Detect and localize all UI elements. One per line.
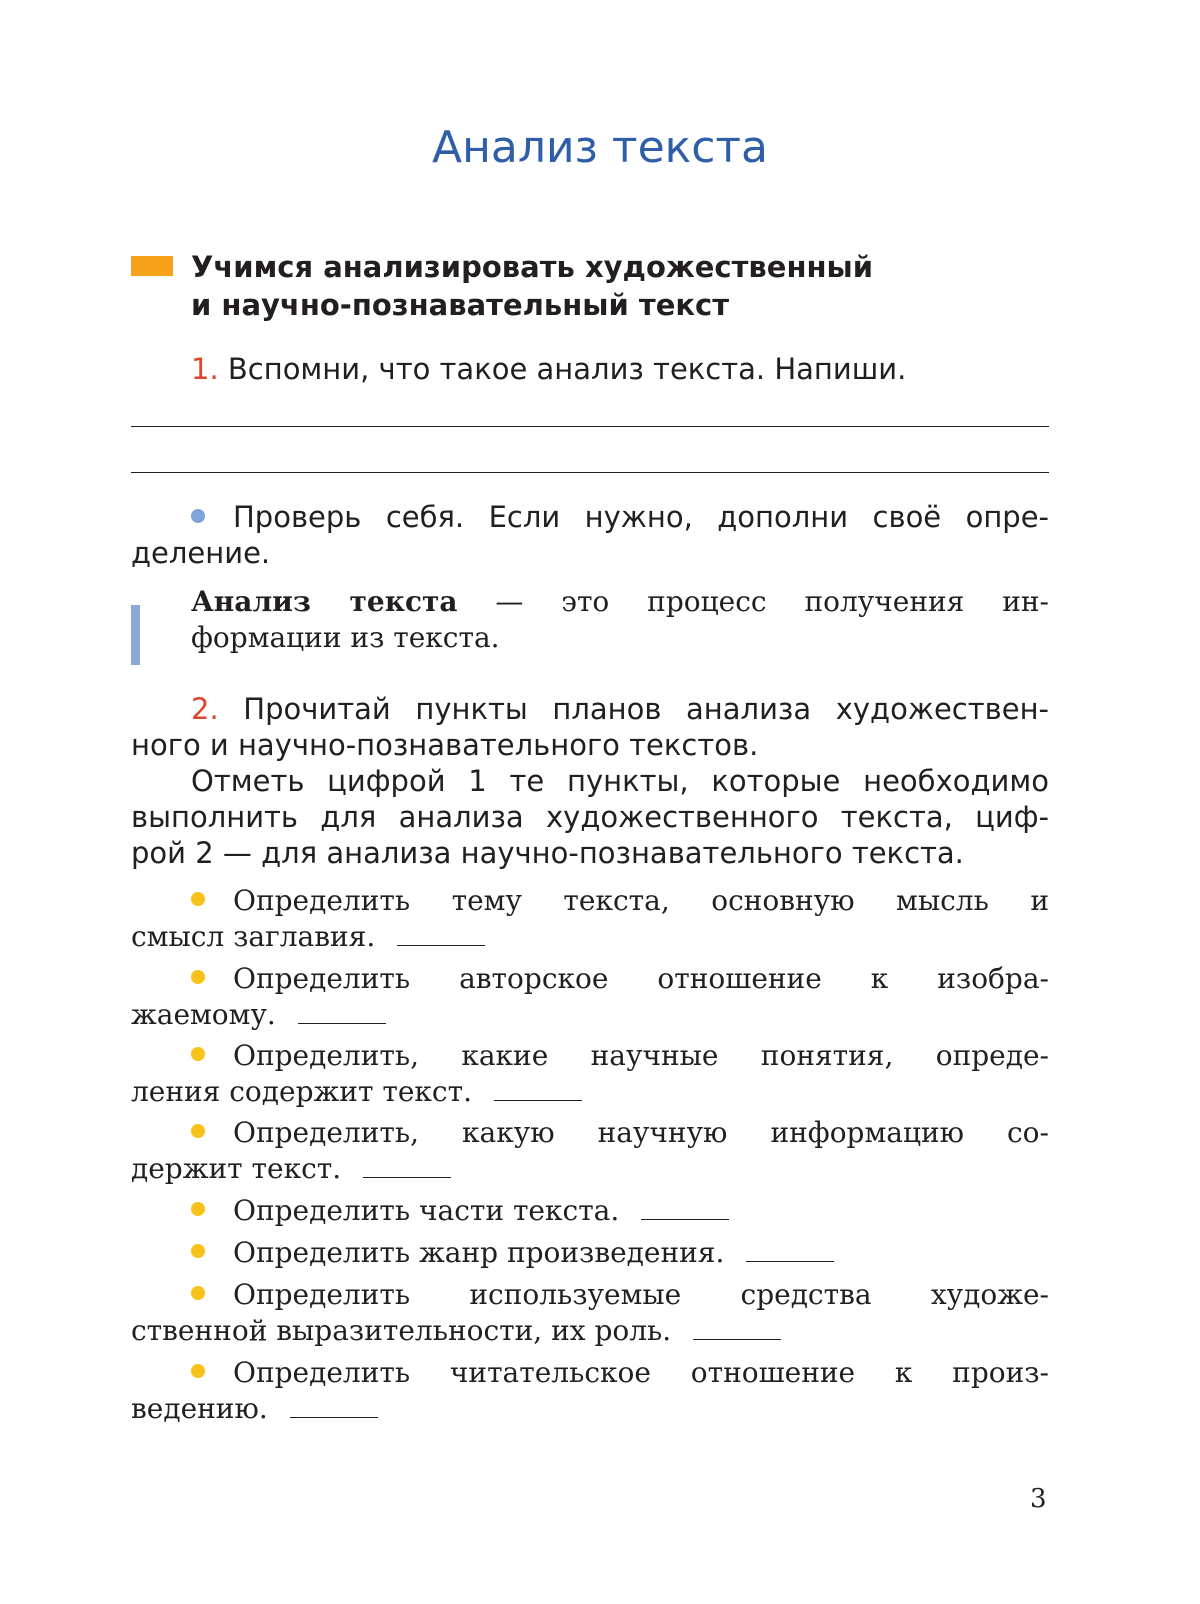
list-item: Определить читательское отношение к произ- (191, 1356, 1049, 1389)
answer-blank[interactable] (746, 1261, 834, 1262)
bullet-icon (191, 1202, 205, 1216)
check-line1: Проверь себя. Если нужно, дополни своё опре- (191, 500, 1049, 534)
section-marker (131, 256, 173, 276)
answer-blank[interactable] (494, 1100, 582, 1101)
task2-line5: рой 2 — для анализа научно-познавательного текста. (131, 836, 964, 870)
section-heading-line1: Учимся анализировать художественный (191, 250, 874, 284)
bullet-icon (191, 1124, 205, 1138)
section-heading (191, 248, 1071, 324)
task2-line4: выполнить для анализа художественного текста, циф- (131, 800, 1049, 834)
page-number: 3 (1030, 1484, 1047, 1514)
bullet-icon (191, 970, 205, 984)
task2-number: 2. (191, 692, 219, 726)
answer-blank[interactable] (298, 1023, 386, 1024)
definition-bar (131, 605, 140, 665)
list-item: Определить используемые средства художе- (191, 1278, 1049, 1311)
list-item-continuation: держит текст. (131, 1152, 1049, 1185)
task2-line3: Отметь цифрой 1 те пункты, которые необходимо (191, 764, 1049, 798)
answer-blank[interactable] (363, 1177, 451, 1178)
check-bullet-icon (191, 509, 205, 523)
list-item-continuation: ственной выразительности, их роль. (131, 1314, 1049, 1347)
definition-line1: Анализ текста — это процесс получения ин- (191, 585, 1049, 618)
bullet-icon (191, 892, 205, 906)
list-item-continuation: ведению. (131, 1392, 1049, 1425)
task2-line2: ного и научно-познавательного текстов. (131, 728, 759, 762)
list-item-continuation: ления содержит текст. (131, 1075, 1049, 1108)
task1-text: Вспомни, что такое анализ текста. Напиши. (227, 352, 907, 386)
task1-number: 1. (191, 352, 219, 386)
list-item: Определить тему текста, основную мысль и (191, 884, 1049, 917)
answer-line-1[interactable] (131, 426, 1049, 427)
answer-blank[interactable] (693, 1339, 781, 1340)
task1 (191, 352, 1051, 386)
definition-term: Анализ текста (191, 585, 458, 618)
section-heading-line2: и научно-познавательный текст (191, 288, 730, 322)
list-item: Определить авторское отношение к изобра- (191, 962, 1049, 995)
check-line2: деление. (131, 536, 271, 570)
list-item: Определить части текста. (191, 1194, 1109, 1227)
bullet-icon (191, 1047, 205, 1061)
task2-line1: 2. Прочитай пункты планов анализа художествен- (191, 692, 1050, 726)
page-title: Анализ текста (432, 122, 768, 173)
list-item-continuation: смысл заглавия. (131, 920, 1049, 953)
answer-line-2[interactable] (131, 472, 1049, 473)
answer-blank[interactable] (641, 1219, 729, 1220)
list-item-continuation: жаемому. (131, 998, 1049, 1031)
bullet-icon (191, 1286, 205, 1300)
bullet-icon (191, 1364, 205, 1378)
definition-line2: формации из текста. (191, 621, 500, 654)
list-item: Определить жанр произведения. (191, 1236, 1109, 1269)
list-item: Определить, какие научные понятия, опреде- (191, 1039, 1049, 1072)
list-item: Определить, какую научную информацию со- (191, 1116, 1049, 1149)
answer-blank[interactable] (397, 945, 485, 946)
answer-blank[interactable] (290, 1417, 378, 1418)
bullet-icon (191, 1244, 205, 1258)
